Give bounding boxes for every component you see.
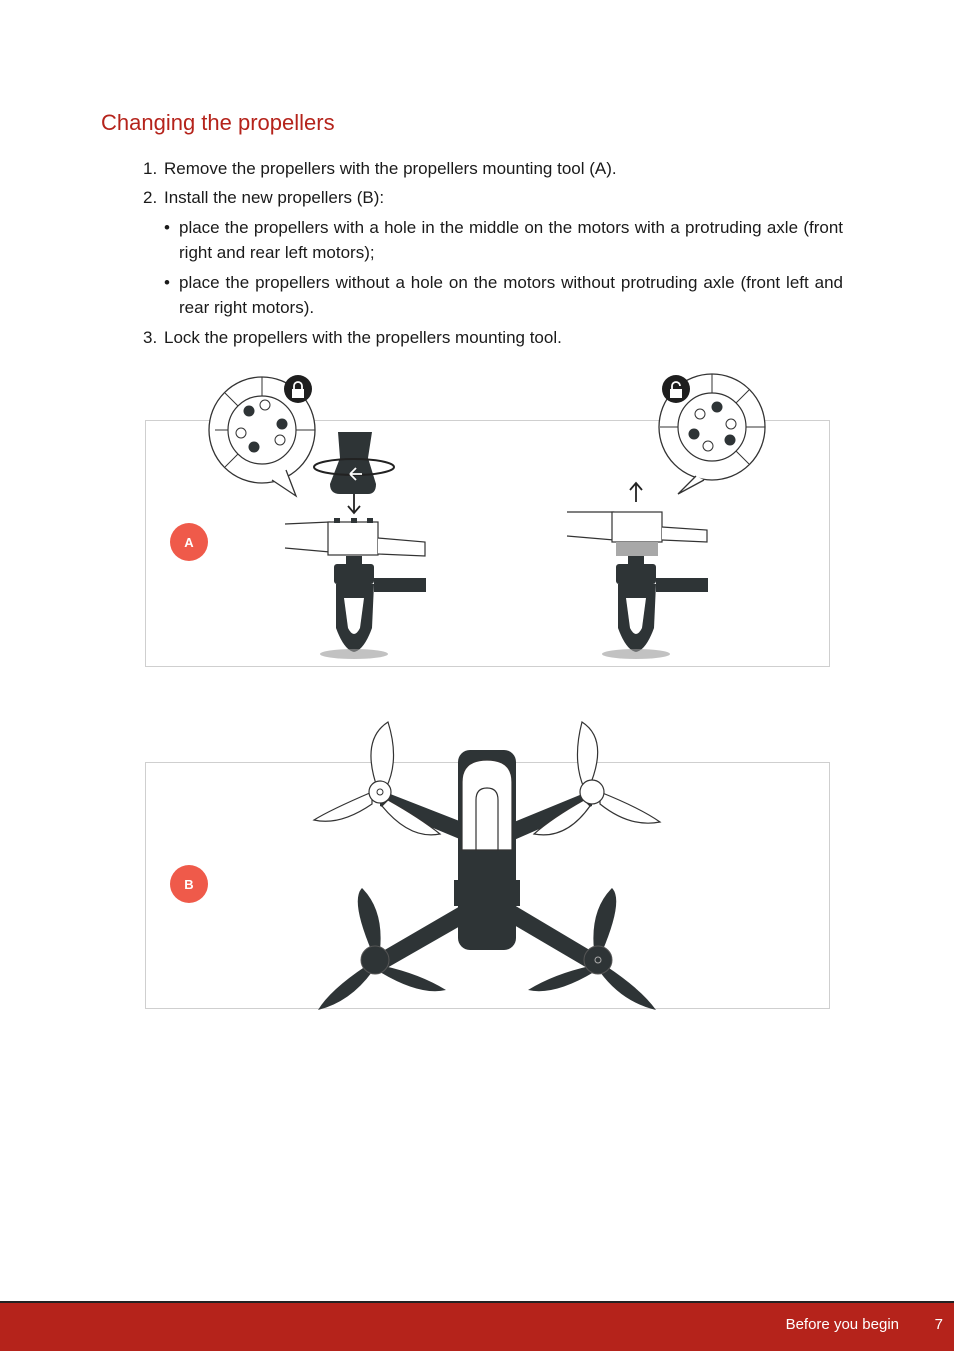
page-footer: [0, 1301, 954, 1351]
bullet-dot: •: [164, 273, 170, 292]
step-text: Remove the propellers with the propellers mounting tool (A).: [164, 159, 617, 178]
footer-section-title: Before you begin: [785, 1316, 899, 1333]
step-number: 2.: [143, 188, 158, 207]
bullet-text: place the propellers with a hole in the middle on the motors with a protruding axle (front right and rear left motors);: [179, 218, 843, 262]
drone-illustration: [314, 722, 660, 1010]
lock-open-icon: [662, 375, 690, 403]
figure-b-badge: B: [170, 865, 208, 903]
figure-a-badge: A: [170, 523, 208, 561]
propeller-rear-right: [528, 888, 656, 1010]
step-text: Lock the propellers with the propellers mounting tool.: [164, 328, 562, 347]
motor-left-illustration: [209, 375, 426, 659]
mounting-tool: [314, 432, 394, 494]
propeller-rear-left: [318, 888, 446, 1010]
lock-closed-icon: [284, 375, 312, 403]
bullet-dot: •: [164, 218, 170, 237]
bullet-text: place the propellers without a hole on the motors without protruding axle (front left and rear right motors).: [179, 273, 843, 317]
motor-right-illustration: [567, 374, 765, 659]
down-arrow-icon: [348, 494, 360, 513]
step-text: Install the new propellers (B):: [164, 188, 385, 207]
page-number: 7: [934, 1316, 943, 1333]
page-title: Changing the propellers: [101, 110, 335, 135]
step-number: 3.: [143, 328, 158, 347]
step-number: 1.: [143, 159, 158, 178]
up-arrow-icon: [630, 483, 642, 502]
